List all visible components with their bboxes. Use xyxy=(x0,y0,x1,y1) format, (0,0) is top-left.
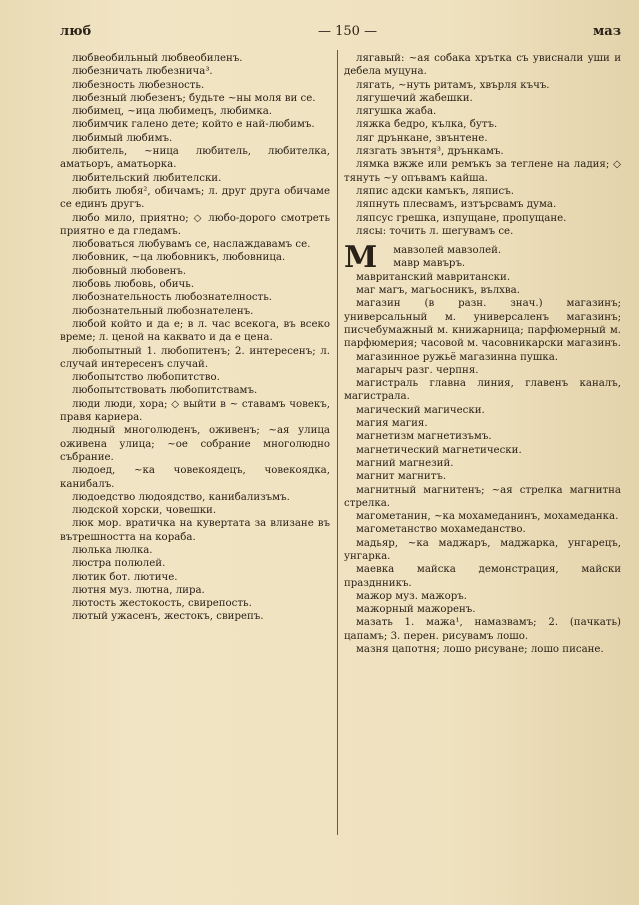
dictionary-entry: магометанство мохамеданство. xyxy=(356,524,526,536)
dictionary-entry: мавританский мавритански. xyxy=(356,271,511,283)
dictionary-entry: мадьяр, ~ка маджаръ, маджарка, унгарецъ, унгарка. xyxy=(344,537,621,562)
dictionary-entry: мавзолей мавзолей. xyxy=(393,245,502,257)
dictionary-entry: магистраль главна линия, главенъ каналъ, магистрала. xyxy=(344,378,621,403)
dictionary-entry: любимый любимъ. xyxy=(72,132,173,144)
dictionary-entry: мазня цапотня; лошо рисуване; лошо писане. xyxy=(356,644,604,656)
page-number: — 150 — xyxy=(318,24,378,39)
dictionary-entry: любо мило, приятно; ◇ любо-дорого смотреть приятно е да гледамъ. xyxy=(60,212,330,237)
dictionary-entry: мажорный мажоренъ. xyxy=(356,604,476,616)
dictionary-entry: любой който и да е; в л. час всекога, въ всеко време; л. ценой на каквато и да е цена. xyxy=(60,318,330,344)
dictionary-entry: ляпсус грешка, изпущане, пропущане. xyxy=(356,212,567,224)
right-column-top-entries xyxy=(344,52,621,238)
column-divider xyxy=(337,50,338,835)
dictionary-entry: любознательный любознателенъ. xyxy=(72,305,254,317)
header-left-guide-word: люб xyxy=(60,24,92,39)
dictionary-entry: магнит магнитъ. xyxy=(356,471,447,483)
dictionary-entry: магарыч разг. черпня. xyxy=(356,364,479,376)
dictionary-entry: люлька люлка. xyxy=(72,544,153,556)
dictionary-entry: магия магия. xyxy=(356,418,428,430)
dictionary-entry: любезность любезность. xyxy=(72,79,205,91)
dictionary-entry: магометанин, ~ка мохамеданинъ, мохамеданка. xyxy=(356,511,619,523)
dictionary-entry: любитель, ~ница любитель, любителка, аматьоръ, аматьорка. xyxy=(60,146,330,171)
left-column xyxy=(60,52,330,624)
dictionary-entry: любимчик галено дете; който е най-любимъ. xyxy=(72,119,315,131)
dictionary-entry: мавр мавъръ. xyxy=(393,258,466,270)
dictionary-entry: ляжка бедро, кълка, бутъ. xyxy=(356,119,498,131)
dictionary-entry: людоедство людоядство, канибализъмъ. xyxy=(72,491,290,503)
dictionary-entry: любопытный 1. любопитенъ; 2. интересенъ; л. случай интересенъ случай. xyxy=(60,345,330,370)
dictionary-entry: людный многолюденъ, оживенъ; ~ая улица оживена улица; ~ое собрание многолюдно събрание. xyxy=(60,425,330,463)
dictionary-entry: любовник, ~ца любовникъ, любовница. xyxy=(72,252,286,264)
dictionary-entry: любовный любовенъ. xyxy=(72,265,187,277)
dictionary-entry: люстра полюлей. xyxy=(72,558,166,570)
dictionary-entry: любовь любовь, обичь. xyxy=(72,279,195,291)
dictionary-entry: людоед, ~ка човекоядецъ, човекоядка, канибалъ. xyxy=(60,465,330,490)
dictionary-entry: любить любя², обичамъ; л. друг друга обичаме се единъ другъ. xyxy=(60,185,330,211)
right-column xyxy=(344,52,621,656)
dictionary-entry: ляпнуть плесвамъ, изтърсвамъ дума. xyxy=(356,199,557,211)
dictionary-entry: магический магически. xyxy=(356,404,485,416)
dictionary-entry: любительский любителски. xyxy=(72,172,222,184)
dictionary-entry: лягать, ~нуть ритамъ, хвърля къчъ. xyxy=(356,79,550,91)
dictionary-entry: магнетический магнетически. xyxy=(356,444,522,456)
dictionary-entry: людской хорски, човешки. xyxy=(72,505,217,517)
dictionary-entry: лягушечий жабешки. xyxy=(356,92,473,104)
dictionary-entry: магний магнезий. xyxy=(356,457,454,469)
dictionary-entry: мажор муз. мажоръ. xyxy=(356,590,467,602)
dictionary-entry: маг магъ, магьосникъ, вълхва. xyxy=(356,285,520,297)
dictionary-entry: любезный любезенъ; будьте ~ны моля ви се. xyxy=(72,92,316,104)
dictionary-entry: любопытство любопитство. xyxy=(72,372,220,384)
section-letter: М xyxy=(344,240,378,276)
dictionary-entry: ляпис адски камъкъ, ляписъ. xyxy=(356,185,514,197)
dictionary-entry: магазинное ружьё магазинна пушка. xyxy=(356,351,559,363)
dictionary-entry: любознательность любознателность. xyxy=(72,292,272,304)
header-right-guide-word: маз xyxy=(592,24,621,39)
dictionary-entry: мазать 1. мажа¹, намазвамъ; 2. (пачкать) цапамъ; 3. перен. рисувамъ лошо. xyxy=(344,617,621,642)
dictionary-entry: магнетизм магнетизъмъ. xyxy=(356,431,492,443)
right-column-m-entries xyxy=(344,240,621,656)
dictionary-entry: лягавый: ~ая собака хрътка съ увиснали уши и дебела муцуна. xyxy=(344,53,621,78)
dictionary-entry: лягушка жаба. xyxy=(356,106,437,118)
dictionary-entry: магазин (в разн. знач.) магазинъ; универсальный м. универсаленъ магазинъ; писчебумажный м. книжарница; парфюмерный м. парфюмерия; часовой м. часовникарски магазинъ. xyxy=(344,298,621,350)
dictionary-entry: любезничать любезнича³. xyxy=(72,66,213,78)
dictionary-entry: лютый ужасенъ, жестокъ, свирепъ. xyxy=(72,611,264,623)
dictionary-entry: любвеобильный любвеобиленъ. xyxy=(72,53,243,64)
dictionary-entry: магнитный магнитенъ; ~ая стрелка магнитна стрелка. xyxy=(344,484,621,509)
dictionary-entry: ляг дрънкане, звънтене. xyxy=(356,132,488,144)
dictionary-entry: люк мор. вратичка на кувертата за влизане въ вътрешността на кораба. xyxy=(60,518,330,543)
dictionary-entry: маевка майска демонстрация, майски празднникъ. xyxy=(344,564,621,589)
dictionary-entry: лютость жестокость, свирепость. xyxy=(72,598,252,610)
dictionary-entry: лямка вжже или ремъкъ за теглене на ладия; ◇ тянуть ~у опъвамъ кайша. xyxy=(344,159,621,184)
dictionary-entry: лясы: точить л. шегувамъ се. xyxy=(356,225,514,237)
dictionary-entry: лютик бот. лютиче. xyxy=(72,571,178,583)
dictionary-entry: люди люди, хора; ◇ выйти в ~ ставамъ човекъ, правя кариера. xyxy=(60,398,330,424)
dictionary-entry: любопытствовать любопитствамъ. xyxy=(72,385,258,397)
dictionary-entry: любоваться любувамъ се, наслаждавамъ се. xyxy=(72,239,311,251)
dictionary-entry: лязгать звънтя³, дрънкамъ. xyxy=(356,146,504,158)
dictionary-entry: лютня муз. лютна, лира. xyxy=(72,584,205,596)
page-header xyxy=(60,24,621,44)
dictionary-entry: любимец, ~ица любимецъ, любимка. xyxy=(72,106,273,118)
